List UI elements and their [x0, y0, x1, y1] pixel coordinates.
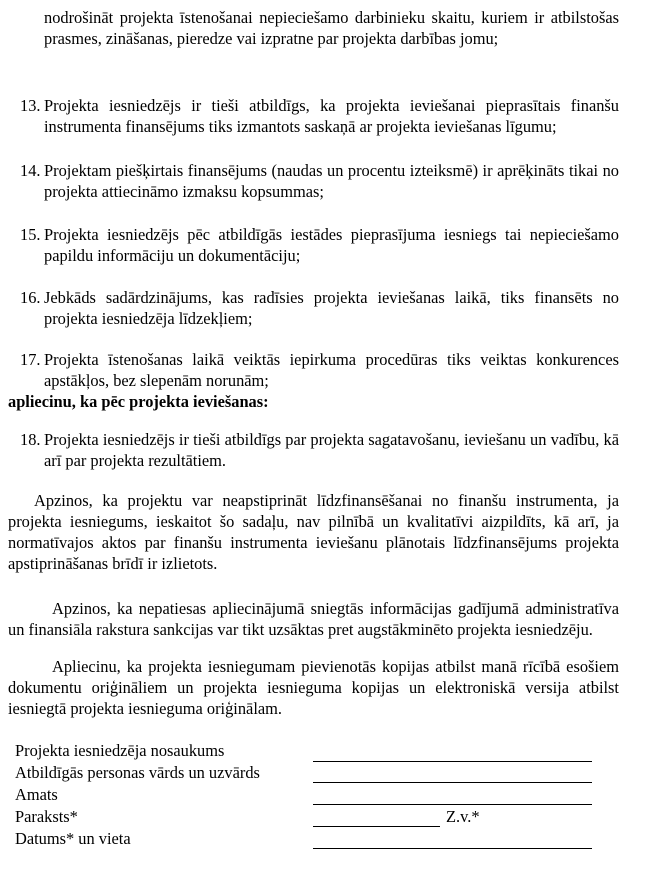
item-number: 13.: [20, 96, 41, 115]
declaration-paragraph-3: Apliecinu, ka projekta iesniegumam pievienotās kopijas atbilst manā rīcībā esošiem dokumentu oriģināliem un projekta iesnieguma kopijas un elektroniskā versija atbilst iesniegtā projekta iesnieguma oriģinālam.: [8, 657, 619, 718]
item-text: Projekta iesniedzējs ir tieši atbildīgs, ka projekta ieviešanai pieprasītais finanšu instrumenta finansējums tiks izmantots saskaņā ar projekta ieviešanas līgumu;: [44, 96, 619, 136]
list-item-14: [20, 160, 619, 202]
signature-label: Paraksts*: [15, 807, 78, 826]
position-label: Amats: [15, 785, 58, 804]
signature-line[interactable]: [313, 826, 440, 827]
list-item-13: [20, 95, 619, 137]
list-item-18: [20, 429, 619, 471]
item-number: 14.: [20, 161, 41, 180]
applicant-name-label: Projekta iesniedzēja nosaukums: [15, 741, 225, 760]
person-name-line[interactable]: [313, 782, 592, 783]
position-line[interactable]: [313, 804, 592, 805]
item-12-continuation: nodrošināt projekta īstenošanai nepieciešamo darbinieku skaitu, kuriem ir atbilstošas prasmes, zināšanas, pieredze vai izpratne par projekta darbības jomu;: [44, 8, 619, 48]
item-text: Projektam piešķirtais finansējums (naudas un procentu izteiksmē) ir aprēķināts tikai no projekta attiecināmo izmaksu kopsummas;: [44, 161, 619, 201]
item-text: Projekta iesniedzējs pēc atbildīgās iestādes pieprasījuma iesniegs tai nepieciešamo papildu informāciju un dokumentāciju;: [44, 225, 619, 265]
item-text: Jebkāds sadārdzinājums, kas radīsies projekta ieviešanas laikā, tiks finansēts no projekta iesniedzēja līdzekļiem;: [44, 288, 619, 328]
declaration-paragraph-1: Apzinos, ka projektu var neapstiprināt līdzfinansēšanai no finanšu instrumenta, ja projekta iesniegums, ieskaitot šo sadaļu, nav pilnībā un kvalitatīvi aizpildīts, kā arī, ja normatīvajos aktos par finanšu instrumenta ieviešanu plānotais līdzfinansējums projekta apstiprināšanas brīdī ir izlietots.: [8, 491, 619, 573]
item-text: Projekta iesniedzējs ir tieši atbildīgs par projekta sagatavošanu, ieviešanu un vadību, kā arī par projekta rezultātiem.: [44, 430, 619, 470]
person-name-label: Atbildīgās personas vārds un uzvārds: [15, 763, 260, 782]
date-place-line[interactable]: [313, 848, 592, 849]
applicant-name-line[interactable]: [313, 761, 592, 762]
list-item-15: [20, 224, 619, 266]
section-heading: apliecinu, ka pēc projekta ieviešanas:: [8, 392, 269, 411]
declaration-paragraph-2: Apzinos, ka nepatiesas apliecinājumā sniegtās informācijas gadījumā administratīva un finansiāla rakstura sankcijas var tikt uzsāktas pret augstākminēto projekta iesniedzēju.: [8, 599, 619, 639]
list-item-17: [20, 349, 619, 391]
item-number: 15.: [20, 225, 41, 244]
item-number: 18.: [20, 430, 41, 449]
list-item-16: [20, 287, 619, 329]
item-text: Projekta īstenošanas laikā veiktās iepirkuma procedūras tiks veiktas konkurences apstākļos, bez slepenām norunām;: [44, 350, 619, 390]
item-number: 17.: [20, 350, 41, 369]
item-number: 16.: [20, 288, 41, 307]
date-place-label: Datums* un vieta: [15, 829, 131, 848]
seal-label: Z.v.*: [446, 807, 480, 826]
